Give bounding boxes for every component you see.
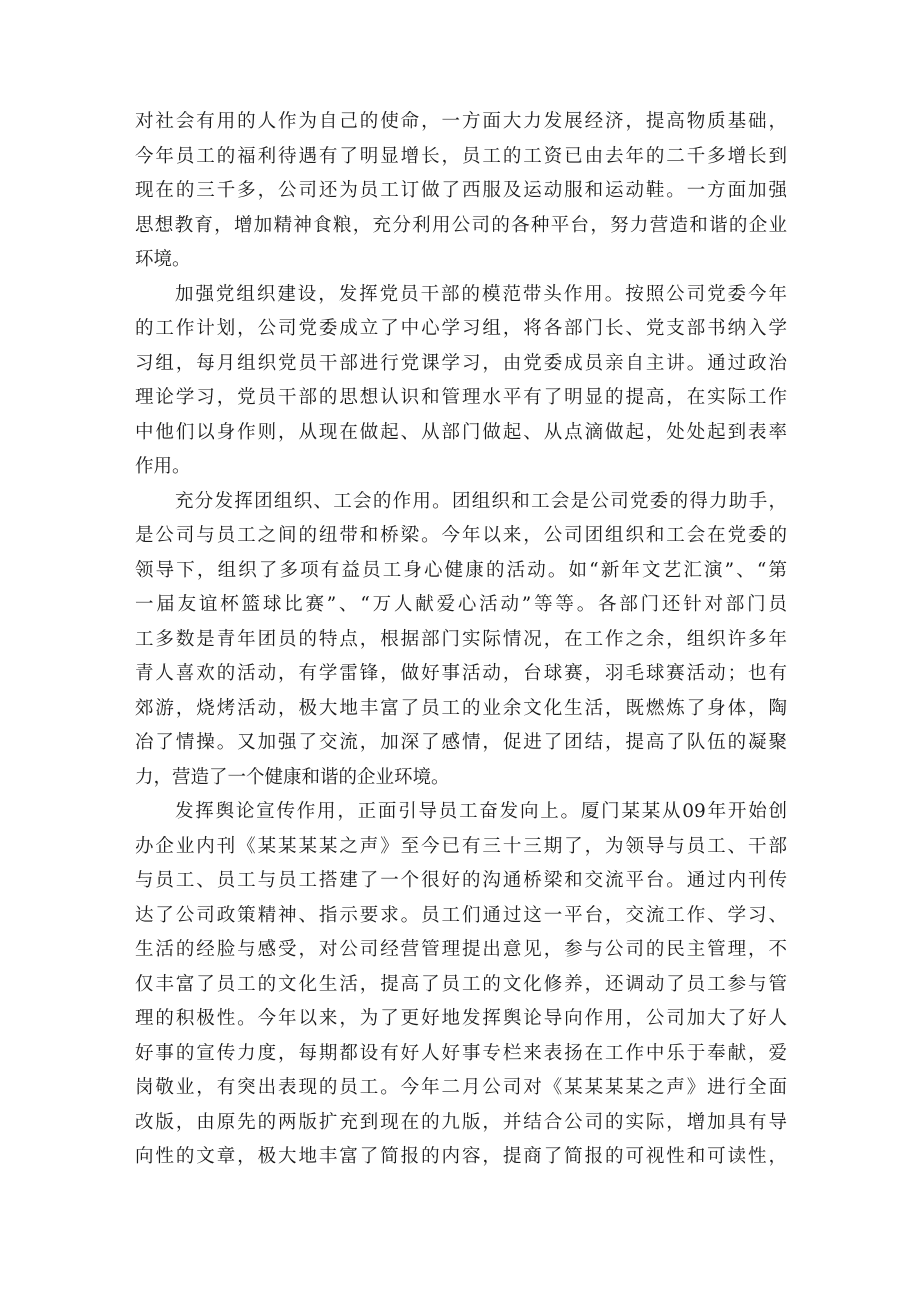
paragraph: [135, 105, 787, 278]
text-line: 的工作计划，公司党委成立了中心学习组，将各部门长、党支部书纳入学: [135, 318, 787, 339]
text-line: 工多数是青年团员的特点，根据部门实际情况，在工作之余，组织许多年: [135, 628, 787, 650]
paragraph: [135, 795, 787, 1175]
text-line: 冶了情操。又加强了交流，加深了感情，促进了团结，提高了队伍的凝聚: [135, 732, 787, 753]
text-line: 青人喜欢的活动，有学雷锋，做好事活动，台球赛，羽毛球赛活动；也有: [135, 663, 787, 684]
text-line: 作用。: [135, 456, 191, 477]
text-line: 中他们以身作则，从现在做起、从部门做起、从点滴做起，处处起到表率: [135, 421, 787, 443]
text-line: 领导下，组织了多项有益员工身心健康的活动。如“新年文艺汇演”、“第: [135, 559, 787, 581]
paragraph: [135, 278, 787, 485]
text-line: 向性的文章，极大地丰富了简报的内容，提商了简报的可视性和可读性，: [135, 1146, 787, 1167]
text-line: 办企业内刊《某某某某之声》至今已有三十三期了，为领导与员工、干部: [135, 835, 787, 857]
text-line: 环境。: [135, 249, 191, 270]
text-line: 今年员工的福利待遇有了明显增长，员工的工资已由去年的二千多增长到: [135, 145, 787, 167]
text-line: 充分发挥团组织、工会的作用。团组织和工会是公司党委的得力助手，: [175, 490, 787, 512]
document-body: [135, 105, 787, 1175]
text-line: 习组，每月组织党员干部进行党课学习，由党委成员亲自主讲。通过政治: [135, 352, 787, 374]
text-line: 岗敬业，有突出表现的员工。今年二月公司对《某某某某之声》进行全面: [135, 1077, 787, 1098]
paragraph: [135, 485, 787, 796]
text-line: 发挥舆论宣传作用，正面引导员工奋发向上。厦门某某从09年开始创: [175, 801, 787, 822]
text-line: 加强党组织建设，发挥党员干部的模范带头作用。按照公司党委今年: [175, 283, 787, 305]
text-line: 仅丰富了员工的文化生活，提高了员工的文化修养，还调动了员工参与管: [135, 973, 787, 995]
text-line: 好事的宣传力度，每期都设有好人好事专栏来表扬在工作中乐于奉献，爱: [135, 1042, 787, 1064]
text-line: 郊游，烧烤活动，极大地丰富了员工的业余文化生活，既燃炼了身体，陶: [135, 697, 787, 719]
text-line: 力，营造了一个健康和谐的企业环境。: [135, 766, 450, 788]
text-line: 理论学习，党员干部的思想认识和管理水平有了明显的提高，在实际工作: [135, 387, 787, 408]
text-line: 思想教育，增加精神食粮，充分利用公司的各种平台，努力营造和谐的企业: [135, 214, 787, 236]
text-line: 一届友谊杯篮球比赛”、“万人献爱心活动”等等。各部门还针对部门员: [135, 594, 787, 615]
text-line: 达了公司政策精神、指示要求。员工们通过这一平台，交流工作、学习、: [135, 904, 787, 926]
text-line: 理的积极性。今年以来，为了更好地发挥舆论导向作用，公司加大了好人: [135, 1008, 787, 1029]
text-line: 现在的三千多，公司还为员工订做了西服及运动服和运动鞋。一方面加强: [135, 180, 787, 201]
text-line: 改版，由原先的两版扩充到现在的九版，并结合公司的实际，增加具有导: [135, 1111, 787, 1133]
text-line: 生活的经脸与感受，对公司经营管理提出意见，参与公司的民主管理，不: [135, 939, 787, 960]
text-line: 对社会有用的人作为自己的使命，一方面大力发展经济，提高物质基础，: [135, 111, 787, 132]
text-line: 是公司与员工之间的纽带和桥梁。今年以来，公司团组织和工会在党委的: [135, 525, 787, 546]
text-line: 与员工、员工与员工搭建了一个很好的沟通桥梁和交流平台。通过内刊传: [135, 870, 787, 891]
